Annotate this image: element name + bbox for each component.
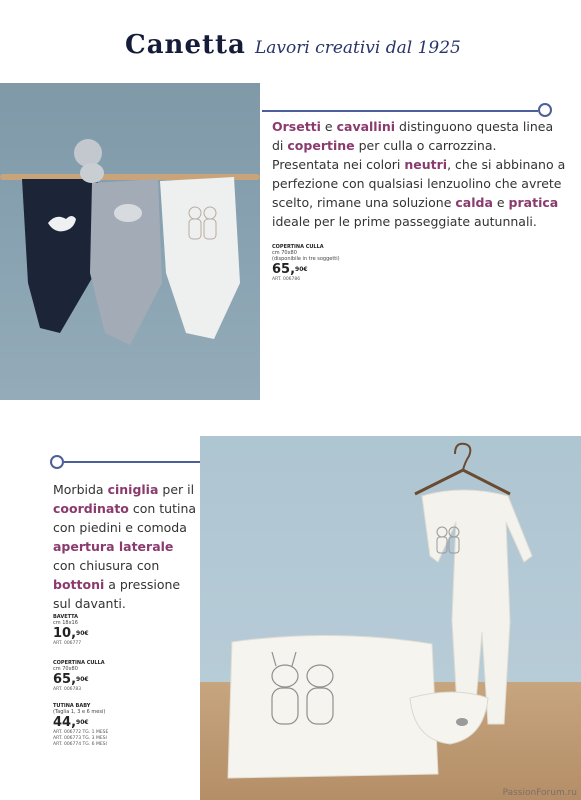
product-article-code: ART. 006773 TG. 3 MESI <box>53 736 107 741</box>
baby-romper <box>422 490 532 724</box>
baby-set-illustration <box>200 436 581 800</box>
product-name: TUTINA BABY <box>53 703 91 709</box>
body-text: Morbida <box>53 482 108 497</box>
product-name: COPERTINA CULLA <box>272 244 324 250</box>
product-article-code: ART. 006777 <box>53 641 82 646</box>
price-main: 65, <box>272 262 296 277</box>
body-text: con chiusura con <box>53 558 160 573</box>
product-article-code: ART. 006786 <box>272 277 301 282</box>
highlighted-word: bottoni <box>53 577 105 592</box>
product-article-code: ART. 006774 TG. 6 MESI <box>53 742 107 747</box>
highlighted-word: apertura laterale <box>53 539 174 554</box>
product-article-code: ART. 006772 TG. 1 MESE <box>53 730 109 735</box>
connector-dot-2 <box>50 455 64 469</box>
plush-toy <box>74 139 102 167</box>
price-main: 44, <box>53 715 77 730</box>
price-main: 65, <box>53 672 77 687</box>
price-decimals: 90€ <box>76 676 89 683</box>
section2-description <box>53 480 198 613</box>
body-text: con tutina con piedini e comoda <box>53 501 197 535</box>
blankets-illustration <box>0 83 260 400</box>
price-decimals: 90€ <box>76 630 89 637</box>
highlighted-word: cavallini <box>336 119 396 134</box>
blankets-photo <box>0 83 260 400</box>
sheep-appliqué <box>114 204 142 222</box>
price-decimals: 90€ <box>76 719 89 726</box>
highlighted-word: pratica <box>508 195 559 210</box>
body-text: e <box>320 119 337 134</box>
product-info <box>272 244 340 283</box>
connector-line-1 <box>262 110 538 112</box>
body-text: a pressione sul davanti. <box>53 577 181 611</box>
product-article-code: ART. 006783 <box>53 687 82 692</box>
body-text: ideale per le prime passeggiate autunnali. <box>272 214 537 229</box>
body-text: distinguono questa linea di <box>272 119 554 153</box>
product-size: cm 70x80 <box>53 666 78 672</box>
brand-logo: Canetta <box>125 30 246 60</box>
product-name: BAVETTA <box>53 614 79 620</box>
product-name: COPERTINA CULLA <box>53 660 105 666</box>
product-info <box>53 614 89 647</box>
connector-line-2 <box>64 461 200 463</box>
section1-description <box>272 117 567 231</box>
baby-set-photo <box>200 436 581 800</box>
product-size: cm 70x80 <box>272 250 297 256</box>
product-price <box>53 627 89 641</box>
white-blanket <box>160 177 240 339</box>
navy-blanket <box>22 179 98 333</box>
price-main: 10, <box>53 626 77 641</box>
grey-blanket <box>90 179 162 345</box>
body-text: per il <box>158 482 195 497</box>
highlighted-word: Orsetti <box>272 119 321 134</box>
hanger-hook <box>455 444 470 470</box>
body-text: per culla o carrozzina. Presentata nei colori <box>272 138 497 172</box>
highlighted-word: ciniglia <box>107 482 159 497</box>
body-text: , che si abbinano a perfezione con qualsiasi lenzuolino che avrete scelto, rimane una soluzione <box>272 157 566 210</box>
product-size: cm 18x16 <box>53 620 78 626</box>
brand-tagline: Lavori creativi dal 1925 <box>254 38 461 58</box>
highlighted-word: neutri <box>404 157 448 172</box>
highlighted-word: coordinato <box>53 501 129 516</box>
connector-dot-1 <box>538 103 552 117</box>
watermark: PassionForum.ru <box>502 788 577 798</box>
product-price <box>53 673 105 687</box>
price-decimals: 90€ <box>295 266 308 273</box>
product-info <box>53 703 108 748</box>
product-price <box>272 263 340 277</box>
highlighted-word: calda <box>455 195 493 210</box>
brand-header <box>125 30 485 62</box>
product-size: (Taglia 1, 3 e 6 mesi) <box>53 709 106 715</box>
product-note: (disponibile in tre soggetti) <box>272 256 340 262</box>
product-info <box>53 660 105 693</box>
product-price <box>53 716 108 730</box>
body-text: e <box>492 195 509 210</box>
highlighted-word: copertine <box>287 138 355 153</box>
